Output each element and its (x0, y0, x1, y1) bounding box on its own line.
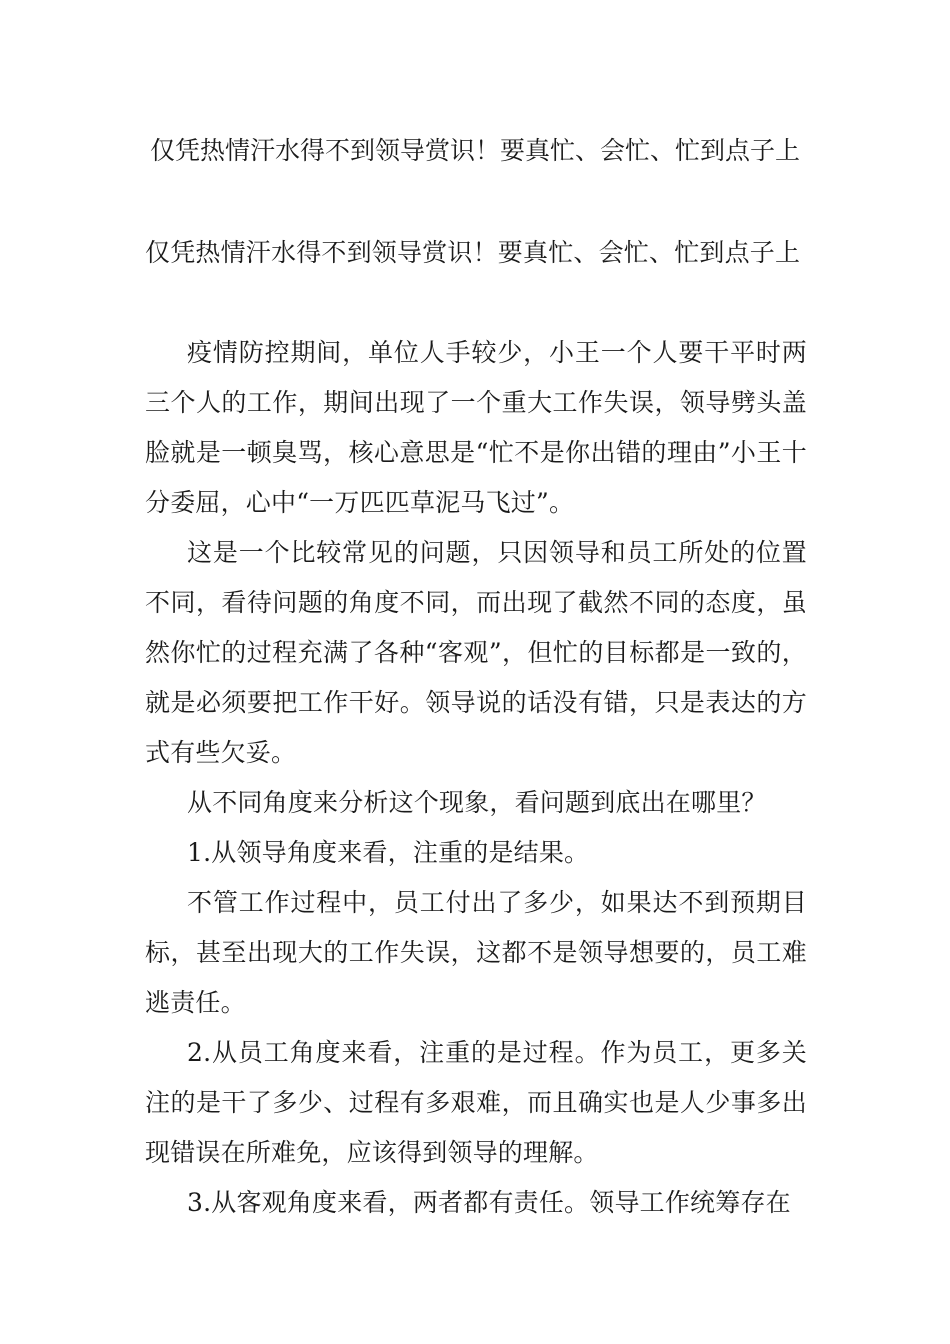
paragraph-6: 2.从员工角度来看，注重的是过程。作为员工，更多关注的是干了多少、过程有多艰难，而且确实也是人少事多出现错误在所难免，应该得到领导的理解。 (145, 1038, 807, 1167)
paragraph-7: 3.从客观角度来看，两者都有责任。领导工作统筹存在 (187, 1188, 791, 1217)
document-title: 仅凭热情汗水得不到领导赏识！要真忙、会忙、忙到点子上 (149, 136, 800, 165)
paragraph-5: 不管工作过程中，员工付出了多少，如果达不到预期目标，甚至出现大的工作失误，这都不是领导想要的，员工难逃责任。 (145, 888, 807, 1017)
paragraph-4: 1.从领导角度来看，注重的是结果。 (187, 838, 590, 867)
paragraph-3: 从不同角度来分析这个现象，看问题到底出在哪里？ (187, 788, 767, 817)
document-subtitle: 仅凭热情汗水得不到领导赏识！要真忙、会忙、忙到点子上 (145, 238, 801, 267)
paragraph-2: 这是一个比较常见的问题，只因领导和员工所处的位置不同，看待问题的角度不同，而出现了截然不同的态度，虽然你忙的过程充满了各种“客观”，但忙的目标都是一致的，就是必须要把工作干好。领导说的话没有错，只是表达的方式有些欠妥。 (145, 538, 807, 767)
paragraph-1: 疫情防控期间，单位人手较少，小王一个人要干平时两三个人的工作，期间出现了一个重大工作失误，领导劈头盖脸就是一顿臭骂，核心意思是“忙不是你出错的理由”小王十分委屈，心中“一万匹匹草泥马飞过”。 (145, 338, 807, 517)
